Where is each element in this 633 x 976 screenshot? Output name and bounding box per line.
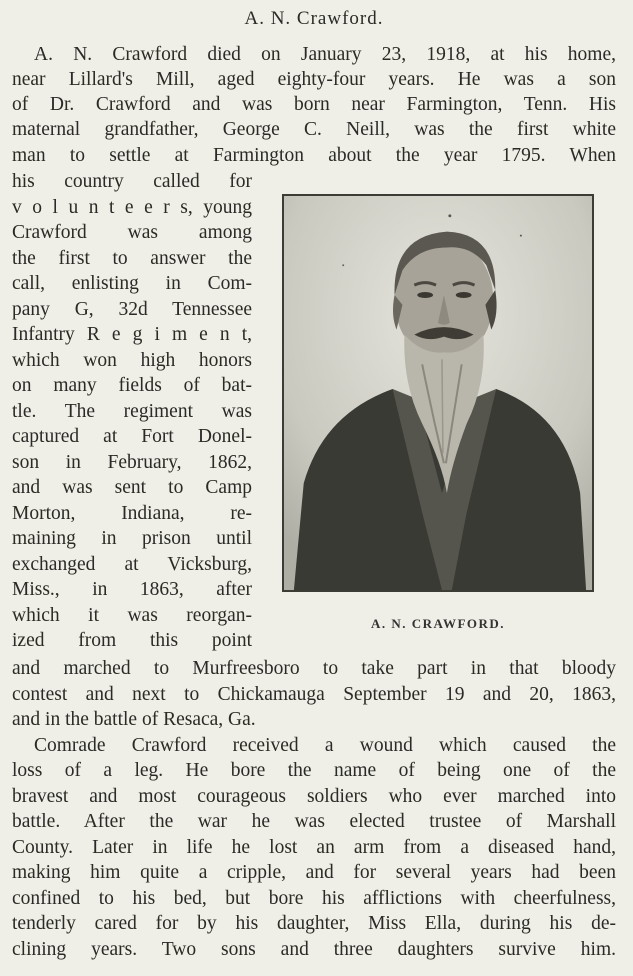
text-line: which won high honors [12,350,252,371]
text-line: and in the battle of Resaca, Ga. [12,709,256,730]
text-line: tle. The regiment was [12,401,252,422]
text-line: Infantry R e g i m e n t, [12,324,252,345]
text-line: Crawford was among [12,222,252,243]
text-line: Morton, Indiana, re- [12,503,252,524]
text-line: maternal grandfather, George C. Neill, was the first white [12,119,616,140]
text-line: the first to answer the [12,248,252,269]
text-line: A. N. Crawford died on January 23, 1918, at his home, [34,44,616,65]
text-line: battle. After the war he was elected trustee of Marshall [12,811,616,832]
text-line: captured at Fort Donel- [12,426,252,447]
text-line: near Lillard's Mill, aged eighty-four years. He was a son [12,69,616,90]
text-line: pany G, 32d Tennessee [12,299,252,320]
text-line: maining in prison until [12,528,252,549]
text-line: and was sent to Camp [12,477,252,498]
text-line: man to settle at Farmington about the year 1795. When [12,145,616,166]
text-line: bravest and most courageous soldiers who ever marched into [12,786,616,807]
text-line: tenderly cared for by his daughter, Miss Ella, during his de- [12,913,616,934]
text-line: Miss., in 1863, after [12,579,252,600]
text-line: and marched to Murfreesboro to take part in that bloody [12,658,616,679]
text-line: making him quite a cripple, and for several years had been [12,862,616,883]
text-line: ized from this point [12,630,252,651]
article-heading: A. N. Crawford. [244,8,384,29]
text-line: Comrade Crawford received a wound which caused the [34,735,616,756]
portrait-photo-icon [284,196,592,590]
text-line: County. Later in life he lost an arm from a diseased hand, [12,837,616,858]
photo-caption: A. N. CRAWFORD. [370,616,506,631]
text-line: confined to his bed, but bore his afflictions with cheerfulness, [12,888,616,909]
text-line: clining years. Two sons and three daughters survive him. [12,939,616,960]
document-page [12,4,616,972]
text-line: loss of a leg. He bore the name of being one of the [12,760,616,781]
text-line: exchanged at Vicksburg, [12,554,252,575]
text-line: of Dr. Crawford and was born near Farmington, Tenn. His [12,94,616,115]
text-line: which it was reorgan- [12,605,252,626]
text-line: contest and next to Chickamauga September 19 and 20, 1863, [12,684,616,705]
text-line: call, enlisting in Com- [12,273,252,294]
text-line: v o l u n t e e r s, young [12,197,252,218]
portrait-photo [282,194,594,592]
text-line: on many fields of bat- [12,375,252,396]
text-line: his country called for [12,171,252,192]
text-line: son in February, 1862, [12,452,252,473]
